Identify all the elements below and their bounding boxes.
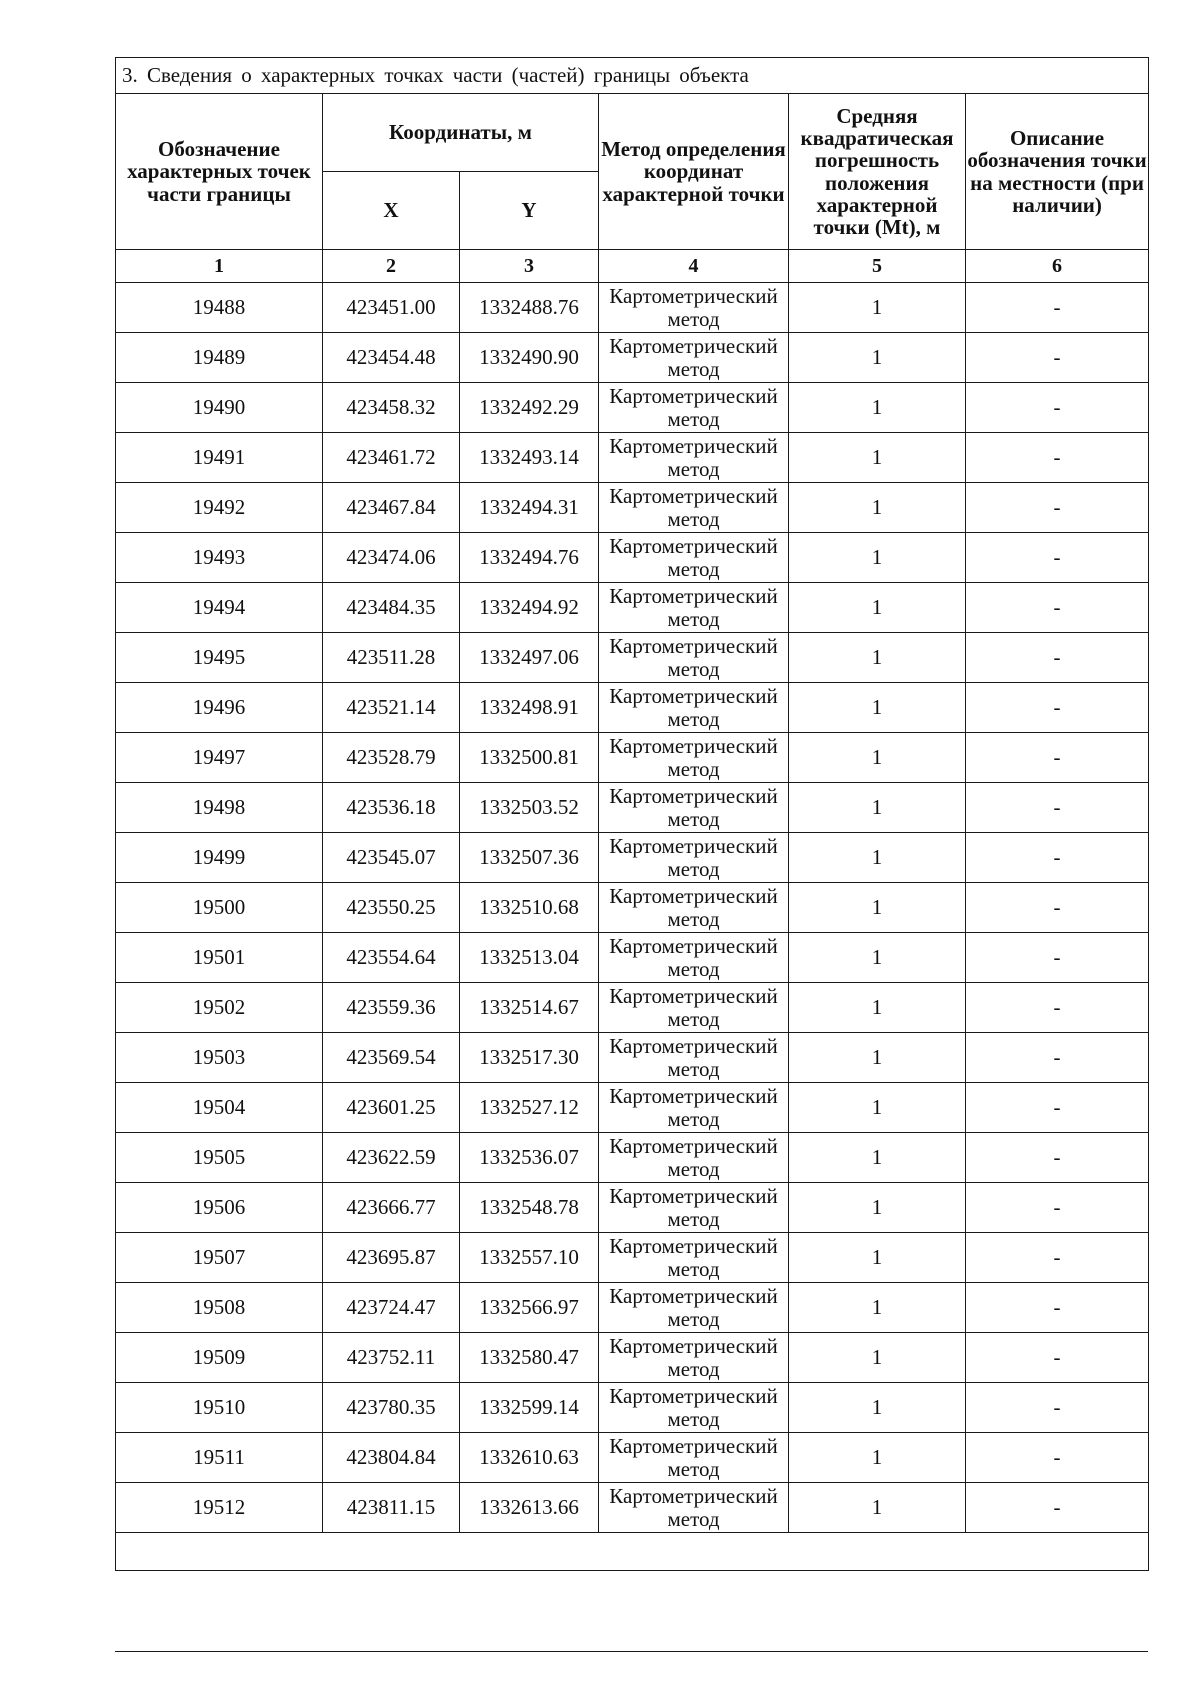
method-cell	[599, 1483, 789, 1533]
x-coordinate-cell: 423811.15	[323, 1483, 460, 1533]
table-row	[116, 1333, 1149, 1383]
y-coordinate-cell: 1332517.30	[460, 1033, 599, 1083]
empty-row	[116, 1533, 1149, 1571]
point-id-cell: 19497	[116, 733, 323, 783]
method-line-1: Картометрический	[609, 484, 778, 509]
table-row	[116, 1283, 1149, 1333]
y-coordinate-cell: 1332493.14	[460, 433, 599, 483]
point-id-cell: 19495	[116, 633, 323, 683]
error-cell: 1	[789, 733, 966, 783]
method-cell	[599, 1083, 789, 1133]
x-coordinate-cell: 423550.25	[323, 883, 460, 933]
method-line-1: Картометрический	[609, 884, 778, 909]
y-coordinate-cell: 1332610.63	[460, 1433, 599, 1483]
header-description: Описание обозначения точки на местности (при наличии)	[966, 94, 1149, 250]
error-cell: 1	[789, 1033, 966, 1083]
error-cell: 1	[789, 983, 966, 1033]
method-line-2: метод	[667, 1206, 720, 1231]
method-line-2: метод	[667, 1506, 720, 1531]
description-cell: -	[966, 333, 1149, 383]
x-coordinate-cell: 423569.54	[323, 1033, 460, 1083]
error-cell: 1	[789, 1383, 966, 1433]
error-cell: 1	[789, 533, 966, 583]
method-line-1: Картометрический	[609, 434, 778, 459]
empty-cell	[116, 1533, 1149, 1571]
x-coordinate-cell: 423467.84	[323, 483, 460, 533]
y-coordinate-cell: 1332527.12	[460, 1083, 599, 1133]
point-id-cell: 19489	[116, 333, 323, 383]
method-cell	[599, 883, 789, 933]
point-id-cell: 19508	[116, 1283, 323, 1333]
y-coordinate-cell: 1332494.31	[460, 483, 599, 533]
point-id-cell: 19496	[116, 683, 323, 733]
y-coordinate-cell: 1332548.78	[460, 1183, 599, 1233]
method-cell	[599, 1033, 789, 1083]
error-cell: 1	[789, 1333, 966, 1383]
method-cell	[599, 483, 789, 533]
error-cell: 1	[789, 283, 966, 333]
method-line-2: метод	[667, 1006, 720, 1031]
table-row	[116, 1233, 1149, 1283]
point-id-cell: 19510	[116, 1383, 323, 1433]
method-cell	[599, 583, 789, 633]
error-cell: 1	[789, 1083, 966, 1133]
y-coordinate-cell: 1332599.14	[460, 1383, 599, 1433]
method-line-1: Картометрический	[609, 534, 778, 559]
x-coordinate-cell: 423461.72	[323, 433, 460, 483]
error-cell: 1	[789, 333, 966, 383]
point-id-cell: 19503	[116, 1033, 323, 1083]
method-line-2: метод	[667, 1256, 720, 1281]
y-coordinate-cell: 1332497.06	[460, 633, 599, 683]
y-coordinate-cell: 1332492.29	[460, 383, 599, 433]
error-cell: 1	[789, 1233, 966, 1283]
x-coordinate-cell: 423622.59	[323, 1133, 460, 1183]
header-y: Y	[460, 172, 599, 250]
y-coordinate-cell: 1332514.67	[460, 983, 599, 1033]
method-line-1: Картометрический	[609, 1334, 778, 1359]
table-row	[116, 533, 1149, 583]
error-cell: 1	[789, 1133, 966, 1183]
column-number: 2	[323, 250, 460, 283]
method-line-1: Картометрический	[609, 1234, 778, 1259]
method-line-2: метод	[667, 956, 720, 981]
method-line-2: метод	[667, 1356, 720, 1381]
method-line-1: Картометрический	[609, 1034, 778, 1059]
column-number: 3	[460, 250, 599, 283]
error-cell: 1	[789, 933, 966, 983]
y-coordinate-cell: 1332503.52	[460, 783, 599, 833]
method-line-1: Картометрический	[609, 1084, 778, 1109]
description-cell: -	[966, 633, 1149, 683]
y-coordinate-cell: 1332510.68	[460, 883, 599, 933]
header-error: Средняя квадратическая погрешность положения характерной точки (Mt), м	[789, 94, 966, 250]
table-row	[116, 483, 1149, 533]
error-cell: 1	[789, 633, 966, 683]
point-id-cell: 19500	[116, 883, 323, 933]
method-cell	[599, 533, 789, 583]
method-cell	[599, 783, 789, 833]
y-coordinate-cell: 1332500.81	[460, 733, 599, 783]
method-cell	[599, 1433, 789, 1483]
method-line-2: метод	[667, 856, 720, 881]
method-line-2: метод	[667, 1306, 720, 1331]
y-coordinate-cell: 1332566.97	[460, 1283, 599, 1333]
method-line-1: Картометрический	[609, 634, 778, 659]
y-coordinate-cell: 1332488.76	[460, 283, 599, 333]
description-cell: -	[966, 483, 1149, 533]
method-line-2: метод	[667, 1056, 720, 1081]
method-line-1: Картометрический	[609, 1484, 778, 1509]
table-row	[116, 883, 1149, 933]
y-coordinate-cell: 1332494.76	[460, 533, 599, 583]
boundary-points-table	[115, 57, 1149, 1571]
table-row	[116, 1383, 1149, 1433]
x-coordinate-cell: 423528.79	[323, 733, 460, 783]
description-cell: -	[966, 783, 1149, 833]
y-coordinate-cell: 1332507.36	[460, 833, 599, 883]
error-cell: 1	[789, 1183, 966, 1233]
point-id-cell: 19501	[116, 933, 323, 983]
method-line-2: метод	[667, 906, 720, 931]
point-id-cell: 19488	[116, 283, 323, 333]
method-cell	[599, 1333, 789, 1383]
point-id-cell: 19494	[116, 583, 323, 633]
method-line-2: метод	[667, 1106, 720, 1131]
method-line-1: Картометрический	[609, 784, 778, 809]
method-line-1: Картометрический	[609, 1284, 778, 1309]
table-row	[116, 1183, 1149, 1233]
method-cell	[599, 333, 789, 383]
method-cell	[599, 1233, 789, 1283]
method-line-2: метод	[667, 1406, 720, 1431]
method-line-1: Картометрический	[609, 1134, 778, 1159]
description-cell: -	[966, 1083, 1149, 1133]
description-cell: -	[966, 433, 1149, 483]
point-id-cell: 19492	[116, 483, 323, 533]
method-line-2: метод	[667, 356, 720, 381]
table-row	[116, 733, 1149, 783]
x-coordinate-cell: 423780.35	[323, 1383, 460, 1433]
description-cell: -	[966, 1383, 1149, 1433]
description-cell: -	[966, 1033, 1149, 1083]
error-cell: 1	[789, 383, 966, 433]
footer-divider	[115, 1651, 1148, 1652]
description-cell: -	[966, 833, 1149, 883]
column-number: 5	[789, 250, 966, 283]
column-number: 6	[966, 250, 1149, 283]
x-coordinate-cell: 423554.64	[323, 933, 460, 983]
x-coordinate-cell: 423484.35	[323, 583, 460, 633]
header-coordinates: Координаты, м	[323, 94, 599, 172]
x-coordinate-cell: 423511.28	[323, 633, 460, 683]
point-id-cell: 19504	[116, 1083, 323, 1133]
method-line-2: метод	[667, 606, 720, 631]
x-coordinate-cell: 423559.36	[323, 983, 460, 1033]
x-coordinate-cell: 423695.87	[323, 1233, 460, 1283]
method-cell	[599, 1283, 789, 1333]
description-cell: -	[966, 283, 1149, 333]
method-cell	[599, 1183, 789, 1233]
x-coordinate-cell: 423454.48	[323, 333, 460, 383]
y-coordinate-cell: 1332613.66	[460, 1483, 599, 1533]
point-id-cell: 19505	[116, 1133, 323, 1183]
x-coordinate-cell: 423601.25	[323, 1083, 460, 1133]
method-line-1: Картометрический	[609, 334, 778, 359]
column-number: 1	[116, 250, 323, 283]
x-coordinate-cell: 423724.47	[323, 1283, 460, 1333]
description-cell: -	[966, 383, 1149, 433]
method-line-2: метод	[667, 706, 720, 731]
description-cell: -	[966, 683, 1149, 733]
method-line-1: Картометрический	[609, 734, 778, 759]
method-line-2: метод	[667, 1156, 720, 1181]
y-coordinate-cell: 1332557.10	[460, 1233, 599, 1283]
x-coordinate-cell: 423474.06	[323, 533, 460, 583]
point-id-cell: 19491	[116, 433, 323, 483]
table-row	[116, 1483, 1149, 1533]
point-id-cell: 19507	[116, 1233, 323, 1283]
y-coordinate-cell: 1332498.91	[460, 683, 599, 733]
table-row	[116, 583, 1149, 633]
y-coordinate-cell: 1332490.90	[460, 333, 599, 383]
method-line-1: Картометрический	[609, 584, 778, 609]
x-coordinate-cell: 423536.18	[323, 783, 460, 833]
method-line-1: Картометрический	[609, 384, 778, 409]
method-line-2: метод	[667, 1456, 720, 1481]
method-line-1: Картометрический	[609, 984, 778, 1009]
method-line-2: метод	[667, 406, 720, 431]
description-cell: -	[966, 1133, 1149, 1183]
error-cell: 1	[789, 683, 966, 733]
table-row	[116, 633, 1149, 683]
point-id-cell: 19499	[116, 833, 323, 883]
table-row	[116, 1033, 1149, 1083]
method-line-2: метод	[667, 456, 720, 481]
column-numbers-row	[116, 250, 1149, 283]
method-cell	[599, 283, 789, 333]
header-x: X	[323, 172, 460, 250]
point-id-cell: 19490	[116, 383, 323, 433]
y-coordinate-cell: 1332536.07	[460, 1133, 599, 1183]
description-cell: -	[966, 1233, 1149, 1283]
error-cell: 1	[789, 1433, 966, 1483]
point-id-cell: 19511	[116, 1433, 323, 1483]
method-line-1: Картометрический	[609, 934, 778, 959]
point-id-cell: 19493	[116, 533, 323, 583]
description-cell: -	[966, 933, 1149, 983]
description-cell: -	[966, 583, 1149, 633]
method-cell	[599, 933, 789, 983]
description-cell: -	[966, 1483, 1149, 1533]
table-row	[116, 983, 1149, 1033]
x-coordinate-cell: 423545.07	[323, 833, 460, 883]
method-cell	[599, 633, 789, 683]
description-cell: -	[966, 533, 1149, 583]
table-row	[116, 433, 1149, 483]
description-cell: -	[966, 983, 1149, 1033]
point-id-cell: 19506	[116, 1183, 323, 1233]
error-cell: 1	[789, 833, 966, 883]
error-cell: 1	[789, 1283, 966, 1333]
method-cell	[599, 683, 789, 733]
table-row	[116, 283, 1149, 333]
y-coordinate-cell: 1332494.92	[460, 583, 599, 633]
method-line-2: метод	[667, 756, 720, 781]
method-cell	[599, 433, 789, 483]
method-line-2: метод	[667, 506, 720, 531]
method-line-2: метод	[667, 556, 720, 581]
table-row	[116, 683, 1149, 733]
error-cell: 1	[789, 783, 966, 833]
method-line-2: метод	[667, 306, 720, 331]
error-cell: 1	[789, 883, 966, 933]
table-row	[116, 383, 1149, 433]
method-cell	[599, 733, 789, 783]
method-line-1: Картометрический	[609, 1384, 778, 1409]
error-cell: 1	[789, 1483, 966, 1533]
table-body	[116, 283, 1149, 1533]
description-cell: -	[966, 733, 1149, 783]
x-coordinate-cell: 423458.32	[323, 383, 460, 433]
table-row	[116, 1133, 1149, 1183]
section-title: 3. Сведения о характерных точках части (частей) границы объекта	[116, 58, 1149, 94]
x-coordinate-cell: 423521.14	[323, 683, 460, 733]
description-cell: -	[966, 883, 1149, 933]
error-cell: 1	[789, 433, 966, 483]
table-row	[116, 933, 1149, 983]
x-coordinate-cell: 423666.77	[323, 1183, 460, 1233]
method-line-1: Картометрический	[609, 284, 778, 309]
y-coordinate-cell: 1332580.47	[460, 1333, 599, 1383]
method-line-1: Картометрический	[609, 834, 778, 859]
description-cell: -	[966, 1283, 1149, 1333]
method-cell	[599, 833, 789, 883]
y-coordinate-cell: 1332513.04	[460, 933, 599, 983]
point-id-cell: 19502	[116, 983, 323, 1033]
method-line-2: метод	[667, 656, 720, 681]
error-cell: 1	[789, 583, 966, 633]
point-id-cell: 19512	[116, 1483, 323, 1533]
point-id-cell: 19509	[116, 1333, 323, 1383]
description-cell: -	[966, 1333, 1149, 1383]
column-number: 4	[599, 250, 789, 283]
method-line-1: Картометрический	[609, 684, 778, 709]
table-row	[116, 783, 1149, 833]
table-row	[116, 1433, 1149, 1483]
method-cell	[599, 983, 789, 1033]
table-row	[116, 1083, 1149, 1133]
method-line-1: Картометрический	[609, 1184, 778, 1209]
method-cell	[599, 1383, 789, 1433]
description-cell: -	[966, 1433, 1149, 1483]
error-cell: 1	[789, 483, 966, 533]
x-coordinate-cell: 423451.00	[323, 283, 460, 333]
table-row	[116, 833, 1149, 883]
table-row	[116, 333, 1149, 383]
point-id-cell: 19498	[116, 783, 323, 833]
header-method: Метод определения координат характерной точки	[599, 94, 789, 250]
x-coordinate-cell: 423752.11	[323, 1333, 460, 1383]
x-coordinate-cell: 423804.84	[323, 1433, 460, 1483]
description-cell: -	[966, 1183, 1149, 1233]
method-cell	[599, 383, 789, 433]
header-point-designation: Обозначение характерных точек части границы	[116, 94, 323, 250]
method-line-2: метод	[667, 806, 720, 831]
method-line-1: Картометрический	[609, 1434, 778, 1459]
method-cell	[599, 1133, 789, 1183]
